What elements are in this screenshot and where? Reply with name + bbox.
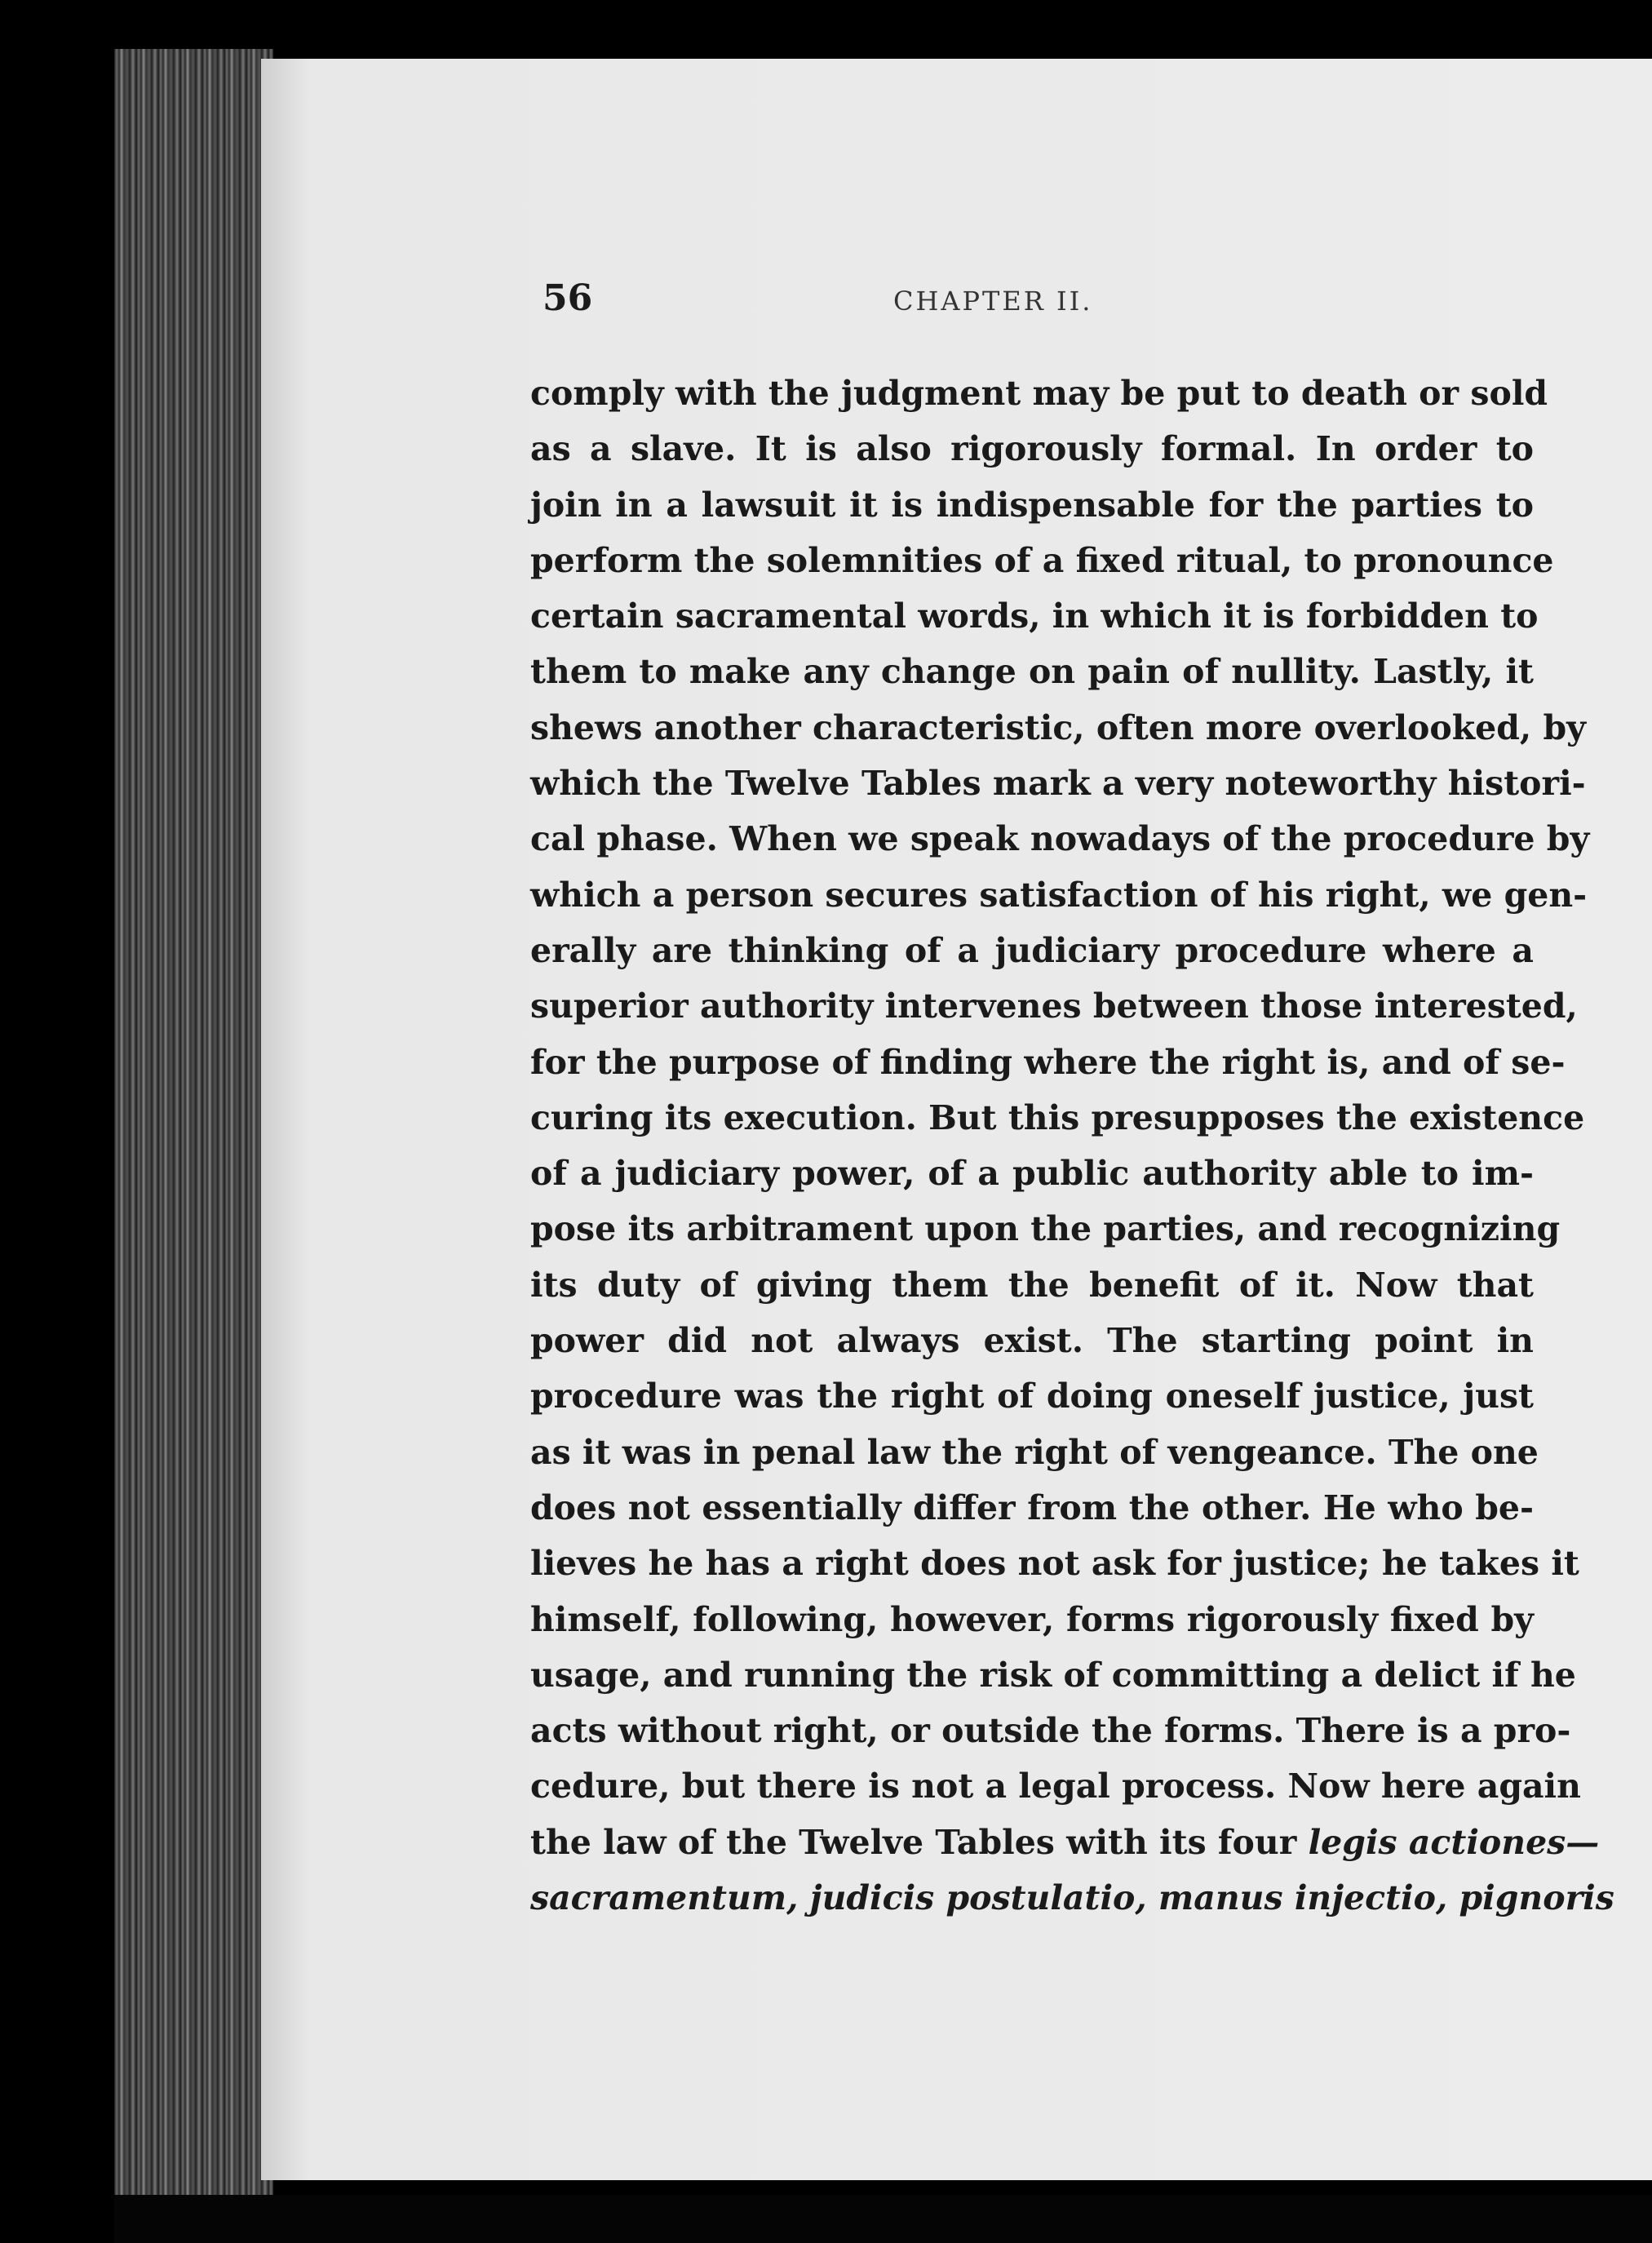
page-number: 56	[543, 277, 593, 319]
text-line: superior authority intervenes between those interested,	[530, 986, 1578, 1026]
text-line: procedure was the right of doing oneself justice, just	[530, 1376, 1534, 1416]
text-line: its duty of giving them the benefit of it. Now that	[530, 1265, 1534, 1305]
latin-term: legis actiones—	[1308, 1822, 1600, 1862]
text-line: certain sacramental words, in which it is forbidden to	[530, 596, 1539, 636]
text-line: pose its arbitrament upon the parties, and recognizing	[530, 1209, 1561, 1249]
text-line: usage, and running the risk of committing a delict if he	[530, 1655, 1576, 1695]
text-line: of a judiciary power, of a public authority able to im-	[530, 1154, 1534, 1194]
text-line: for the purpose of finding where the right is, and of se-	[530, 1042, 1566, 1082]
text-line: as a slave. It is also rigorously formal. In order to	[530, 429, 1534, 469]
text-line: does not essentially differ from the other. He who be-	[530, 1487, 1534, 1527]
text-line: comply with the judgment may be put to death or sold	[530, 374, 1548, 413]
text-line: power did not always exist. The starting point in	[530, 1321, 1534, 1361]
text-line: them to make any change on pain of nullity. Lastly, it	[530, 652, 1534, 692]
text-line: which a person secures satisfaction of his right, we gen-	[530, 875, 1588, 915]
text-line: cal phase. When we speak nowadays of the procedure by	[530, 819, 1590, 859]
chapter-heading: CHAPTER II.	[893, 286, 1093, 317]
body-text	[530, 366, 1614, 1926]
text-line-italic: sacramentum, judicis postulatio, manus injectio, pignoris	[530, 1878, 1614, 1918]
text-line	[530, 1815, 1600, 1870]
text-line: erally are thinking of a judiciary procedure where a	[530, 930, 1534, 970]
running-head	[543, 277, 1538, 343]
text-line: curing its execution. But this presupposes the existence	[530, 1097, 1585, 1137]
text-line: join in a lawsuit it is indispensable for the parties to	[530, 485, 1534, 525]
text-line: as it was in penal law the right of vengeance. The one	[530, 1432, 1539, 1472]
text-line: himself, following, however, forms rigorously fixed by	[530, 1599, 1534, 1639]
text-line: which the Twelve Tables mark a very noteworthy histori-	[530, 764, 1586, 804]
book-spine-edge	[114, 49, 273, 2195]
text-line: cedure, but there is not a legal process. Now here again	[530, 1766, 1581, 1806]
bottom-shadow	[114, 2195, 1652, 2243]
text-line: acts without right, or outside the forms. There is a pro-	[530, 1711, 1571, 1751]
text-line: lieves he has a right does not ask for justice; he takes it	[530, 1544, 1579, 1584]
text-line-prefix: the law of the Twelve Tables with its four	[530, 1822, 1297, 1862]
text-line: shews another characteristic, often more overlooked, by	[530, 707, 1586, 747]
text-line: perform the solemnities of a fixed ritual, to pronounce	[530, 540, 1554, 580]
